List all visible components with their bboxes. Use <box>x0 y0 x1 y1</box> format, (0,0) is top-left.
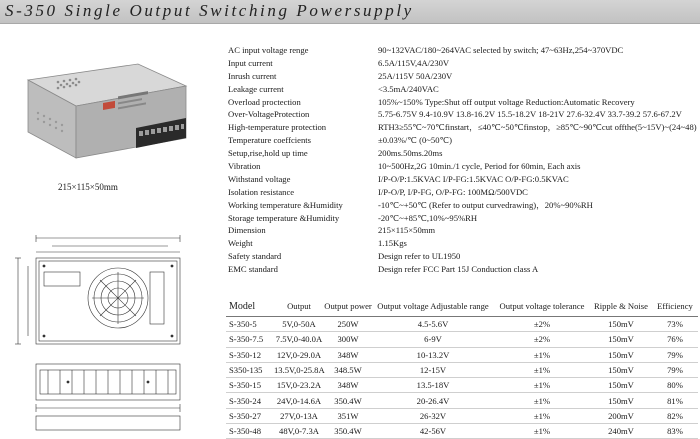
spec-row <box>228 96 698 109</box>
spec-label: Overload proctection <box>228 96 301 107</box>
spec-row <box>228 186 698 199</box>
table-cell: 250W <box>324 317 372 332</box>
spec-label: Vibration <box>228 161 261 172</box>
table-cell: 20-26.4V <box>372 393 494 408</box>
spec-row <box>228 57 698 70</box>
column-header: Output voltage Adjustable range <box>372 296 494 317</box>
spec-label: Dimension <box>228 225 266 236</box>
table-cell: 348W <box>324 347 372 362</box>
spec-value: 1.15Kgs <box>378 238 407 249</box>
spec-row <box>228 212 698 225</box>
table-cell: 13.5-18V <box>372 378 494 393</box>
column-header: Model <box>226 296 274 317</box>
table-cell: 150mV <box>590 378 652 393</box>
spec-row <box>228 44 698 57</box>
column-header: Output voltage tolerance <box>494 296 590 317</box>
spec-row <box>228 134 698 147</box>
table-cell: S-350-48 <box>226 424 274 439</box>
product-dimensions-caption: 215×115×50mm <box>58 182 118 192</box>
table-row <box>226 317 698 332</box>
column-header: Efficiency <box>652 296 698 317</box>
table-cell: 150mV <box>590 332 652 347</box>
spec-value: 200ms.50ms.20ms <box>378 148 443 159</box>
table-cell: S-350-7.5 <box>226 332 274 347</box>
spec-row <box>228 173 698 186</box>
page-title: S-350 Single Output Switching Powersupply <box>5 1 414 20</box>
table-cell: 79% <box>652 347 698 362</box>
spec-label: Input current <box>228 57 273 68</box>
spec-label: Withstand voltage <box>228 173 291 184</box>
column-header: Ripple & Noise <box>590 296 652 317</box>
table-cell: S-350-15 <box>226 378 274 393</box>
product-photo <box>18 58 188 168</box>
table-cell: ±1% <box>494 424 590 439</box>
table-cell: ±1% <box>494 393 590 408</box>
table-cell: ±2% <box>494 317 590 332</box>
spec-row <box>228 83 698 96</box>
table-cell: 350.4W <box>324 393 372 408</box>
table-cell: ±1% <box>494 347 590 362</box>
spec-value: 215×115×50mm <box>378 225 436 236</box>
table-cell: 5V,0-50A <box>274 317 324 332</box>
spec-label: Safety standard <box>228 251 282 262</box>
table-cell: 10-13.2V <box>372 347 494 362</box>
spec-value: 90~132VAC/180~264VAC selected by switch; 47~63Hz,254~370VDC <box>378 45 624 55</box>
spec-value: 5.75-6.75V 9.4-10.9V 13.8-16.2V 15.5-18.2V 18-21V 27.6-32.4V 33.7-39.2 57.6-67.2V <box>378 109 682 120</box>
table-cell: 4.5-5.6V <box>372 317 494 332</box>
table-cell: 350.4W <box>324 424 372 439</box>
table-cell: 351W <box>324 408 372 423</box>
spec-value: ±0.03%/℃ (0~50℃) <box>378 135 453 146</box>
spec-label: Isolation resistance <box>228 186 295 197</box>
table-cell: 7.5V,0-40.0A <box>274 332 324 347</box>
table-cell: 26-32V <box>372 408 494 423</box>
table-cell: 42-56V <box>372 424 494 439</box>
column-header: Output power <box>324 296 372 317</box>
spec-value: 10~500Hz,2G 10min./1 cycle, Period for 60min, Each axis <box>378 161 581 172</box>
table-row <box>226 393 698 408</box>
table-cell: 348W <box>324 378 372 393</box>
table-cell: ±1% <box>494 408 590 423</box>
table-cell: 82% <box>652 408 698 423</box>
spec-row <box>228 237 698 250</box>
table-cell: ±1% <box>494 378 590 393</box>
spec-label: AC input voltage renge <box>228 45 309 55</box>
table-cell: 150mV <box>590 347 652 362</box>
table-row <box>226 362 698 377</box>
table-cell: S-350-27 <box>226 408 274 423</box>
spec-row <box>228 263 698 276</box>
spec-value: -10℃~+50℃ (Refer to output curvedrawing)，20%~90%RH <box>378 199 593 210</box>
table-cell: S-350-12 <box>226 347 274 362</box>
spec-row <box>228 121 698 134</box>
table-cell: 6-9V <box>372 332 494 347</box>
spec-label: Inrush current <box>228 70 277 81</box>
table-cell: 79% <box>652 362 698 377</box>
table-cell: 300W <box>324 332 372 347</box>
table-row <box>226 378 698 393</box>
dimension-drawing <box>8 232 208 432</box>
spec-label: Leakage current <box>228 83 284 94</box>
spec-value: 25A/115V 50A/230V <box>378 70 453 81</box>
table-header-row <box>226 296 698 317</box>
table-cell: 348.5W <box>324 362 372 377</box>
table-cell: ±1% <box>494 362 590 377</box>
table-cell: 150mV <box>590 362 652 377</box>
table-cell: 73% <box>652 317 698 332</box>
spec-value: Design refer FCC Part 15J Conduction class A <box>378 264 539 275</box>
model-table <box>226 296 698 439</box>
table-cell: S-350-5 <box>226 317 274 332</box>
table-cell: 48V,0-7.3A <box>274 424 324 439</box>
spec-row <box>228 199 698 212</box>
spec-value: 6.5A/115V,4A/230V <box>378 57 450 68</box>
spec-row <box>228 224 698 237</box>
spec-label: Temperature coeffcients <box>228 135 311 146</box>
table-cell: 150mV <box>590 393 652 408</box>
table-cell: 83% <box>652 424 698 439</box>
spec-label: High-temperature protection <box>228 122 327 133</box>
table-cell: ±2% <box>494 332 590 347</box>
table-cell: 150mV <box>590 317 652 332</box>
spec-row <box>228 160 698 173</box>
spec-row <box>228 108 698 121</box>
table-cell: 24V,0-14.6A <box>274 393 324 408</box>
spec-label: Working temperature &Humidity <box>228 199 343 210</box>
table-cell: 12V,0-29.0A <box>274 347 324 362</box>
table-cell: 200mV <box>590 408 652 423</box>
spec-label: Weight <box>228 238 253 249</box>
spec-label: Storage temperature &Humidity <box>228 212 340 223</box>
table-cell: S350-135 <box>226 362 274 377</box>
table-cell: 80% <box>652 378 698 393</box>
table-cell: 76% <box>652 332 698 347</box>
spec-label: EMC standard <box>228 264 278 275</box>
column-header: Output <box>274 296 324 317</box>
spec-value: -20℃~+85℃,10%~95%RH <box>378 212 478 223</box>
spec-list <box>228 44 698 276</box>
spec-value: I/P-O/P:1.5KVAC I/P-FG:1.5KVAC O/P-FG:0.5KVAC <box>378 173 569 184</box>
table-cell: 12-15V <box>372 362 494 377</box>
spec-row <box>228 147 698 160</box>
table-cell: 240mV <box>590 424 652 439</box>
page-header <box>0 0 700 24</box>
table-cell: 13.5V,0-25.8A <box>274 362 324 377</box>
spec-value: Design refer to UL1950 <box>378 251 461 262</box>
spec-row <box>228 250 698 263</box>
table-cell: 81% <box>652 393 698 408</box>
table-cell: S-350-24 <box>226 393 274 408</box>
spec-label: Setup,rise,hold up time <box>228 148 308 159</box>
spec-value: <3.5mA/240VAC <box>378 83 439 94</box>
table-cell: 15V,0-23.2A <box>274 378 324 393</box>
spec-value: 105%~150% Type:Shut off output voltage Reduction:Automatic Recovery <box>378 96 635 107</box>
table-row <box>226 408 698 423</box>
spec-value: RTH3≥55℃~70℃finstart，≤40℃~50℃finstop，≥85℃~90℃cut offthe(5~15V)~(24~48) <box>378 122 697 133</box>
table-row <box>226 332 698 347</box>
spec-row <box>228 70 698 83</box>
table-cell: 27V,0-13A <box>274 408 324 423</box>
spec-value: I/P-O/P, I/P-FG, O/P-FG: 100MΩ/500VDC <box>378 186 528 197</box>
spec-label: Over-VoltageProtection <box>228 109 310 120</box>
table-row <box>226 347 698 362</box>
